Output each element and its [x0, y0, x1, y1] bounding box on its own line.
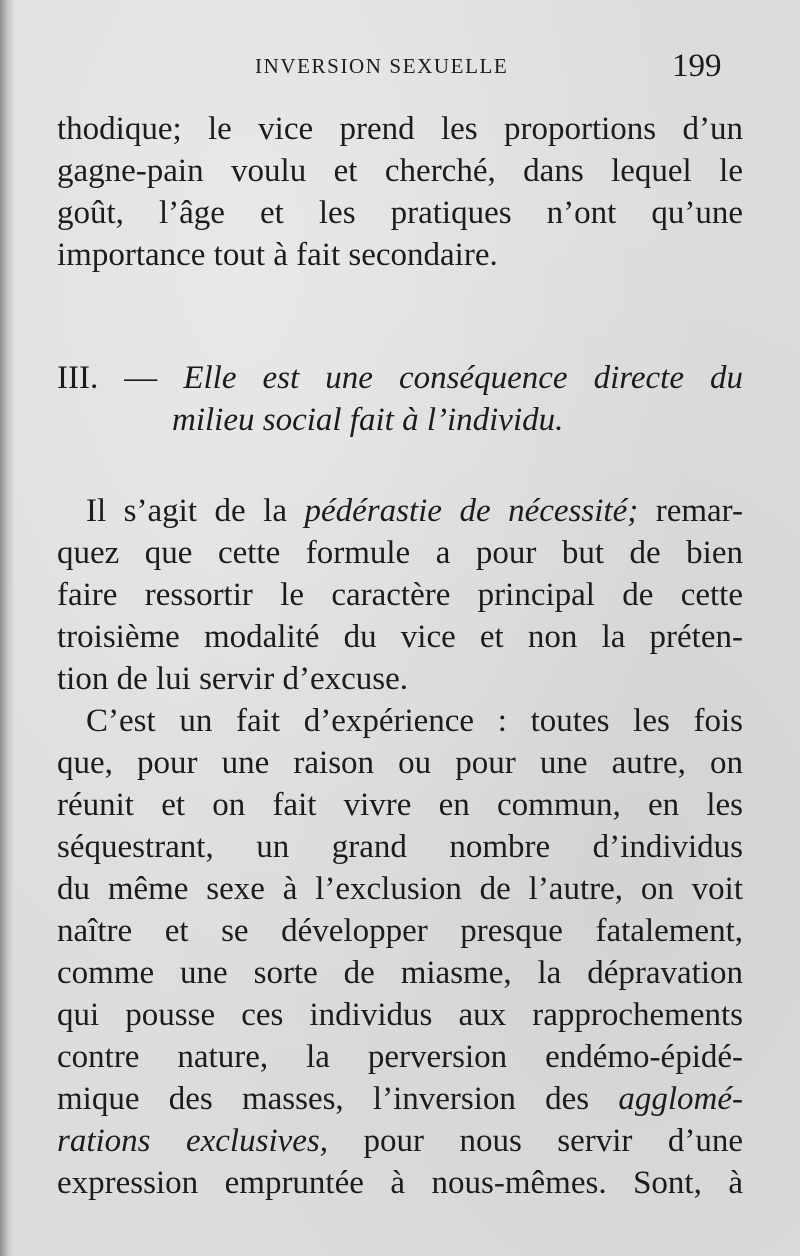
text-line: goût, l’âge et les pratiques n’ont qu’une	[57, 195, 743, 231]
italic-term: rations exclusives,	[57, 1123, 328, 1159]
text-line: tion de lui servir d’excuse.	[57, 661, 408, 697]
text-span: pour nous servir d’une	[363, 1123, 744, 1159]
text-line: que, pour une raison ou pour une autre, on	[57, 745, 743, 781]
text-line: du même sexe à l’exclusion de l’autre, on voit	[57, 871, 743, 907]
text-line: thodique; le vice prend les proportions d’un	[57, 111, 743, 147]
text-line: troisième modalité du vice et non la préten-	[57, 619, 743, 655]
text-line	[86, 490, 743, 532]
text-line: comme une sorte de miasme, la dépravation	[57, 955, 743, 991]
text-line: naître et se développer presque fatalement,	[57, 913, 743, 949]
section-numeral: III. —	[57, 360, 158, 396]
page-gutter-shadow	[0, 0, 14, 1256]
text-span: mique des masses, l’inversion des	[57, 1081, 590, 1117]
text-line: réunit et on fait vivre en commun, en les	[57, 787, 743, 823]
section-heading-line	[57, 357, 743, 399]
text-line: gagne-pain voulu et cherché, dans lequel le	[57, 153, 743, 189]
text-line: importance tout à fait secondaire.	[57, 237, 498, 273]
italic-term: pédérastie de nécessité;	[304, 493, 639, 529]
italic-term: agglomé-	[618, 1081, 743, 1117]
text-line	[57, 1078, 743, 1120]
text-line: contre nature, la perversion endémo-épidé-	[57, 1039, 743, 1075]
text-line	[57, 1120, 743, 1162]
section-heading-text: Elle est une conséquence directe du	[183, 360, 744, 396]
text-span: remar-	[655, 493, 744, 529]
running-head	[0, 50, 800, 86]
text-span: Il s’agit de la	[86, 493, 287, 529]
text-line: expression empruntée à nous-mêmes. Sont, à	[57, 1165, 743, 1201]
text-line: quez que cette formule a pour but de bien	[57, 535, 743, 571]
text-line: faire ressortir le caractère principal de cette	[57, 577, 743, 613]
text-line: C’est un fait d’expérience : toutes les fois	[86, 703, 743, 739]
text-line: séquestrant, un grand nombre d’individus	[57, 829, 743, 865]
text-line: qui pousse ces individus aux rapprochements	[57, 997, 743, 1033]
section-heading-text: milieu social fait à l’individu.	[172, 402, 564, 438]
running-title: INVERSION SEXUELLE	[255, 54, 509, 78]
section-heading-line	[172, 399, 632, 441]
page-number: 199	[672, 48, 722, 84]
